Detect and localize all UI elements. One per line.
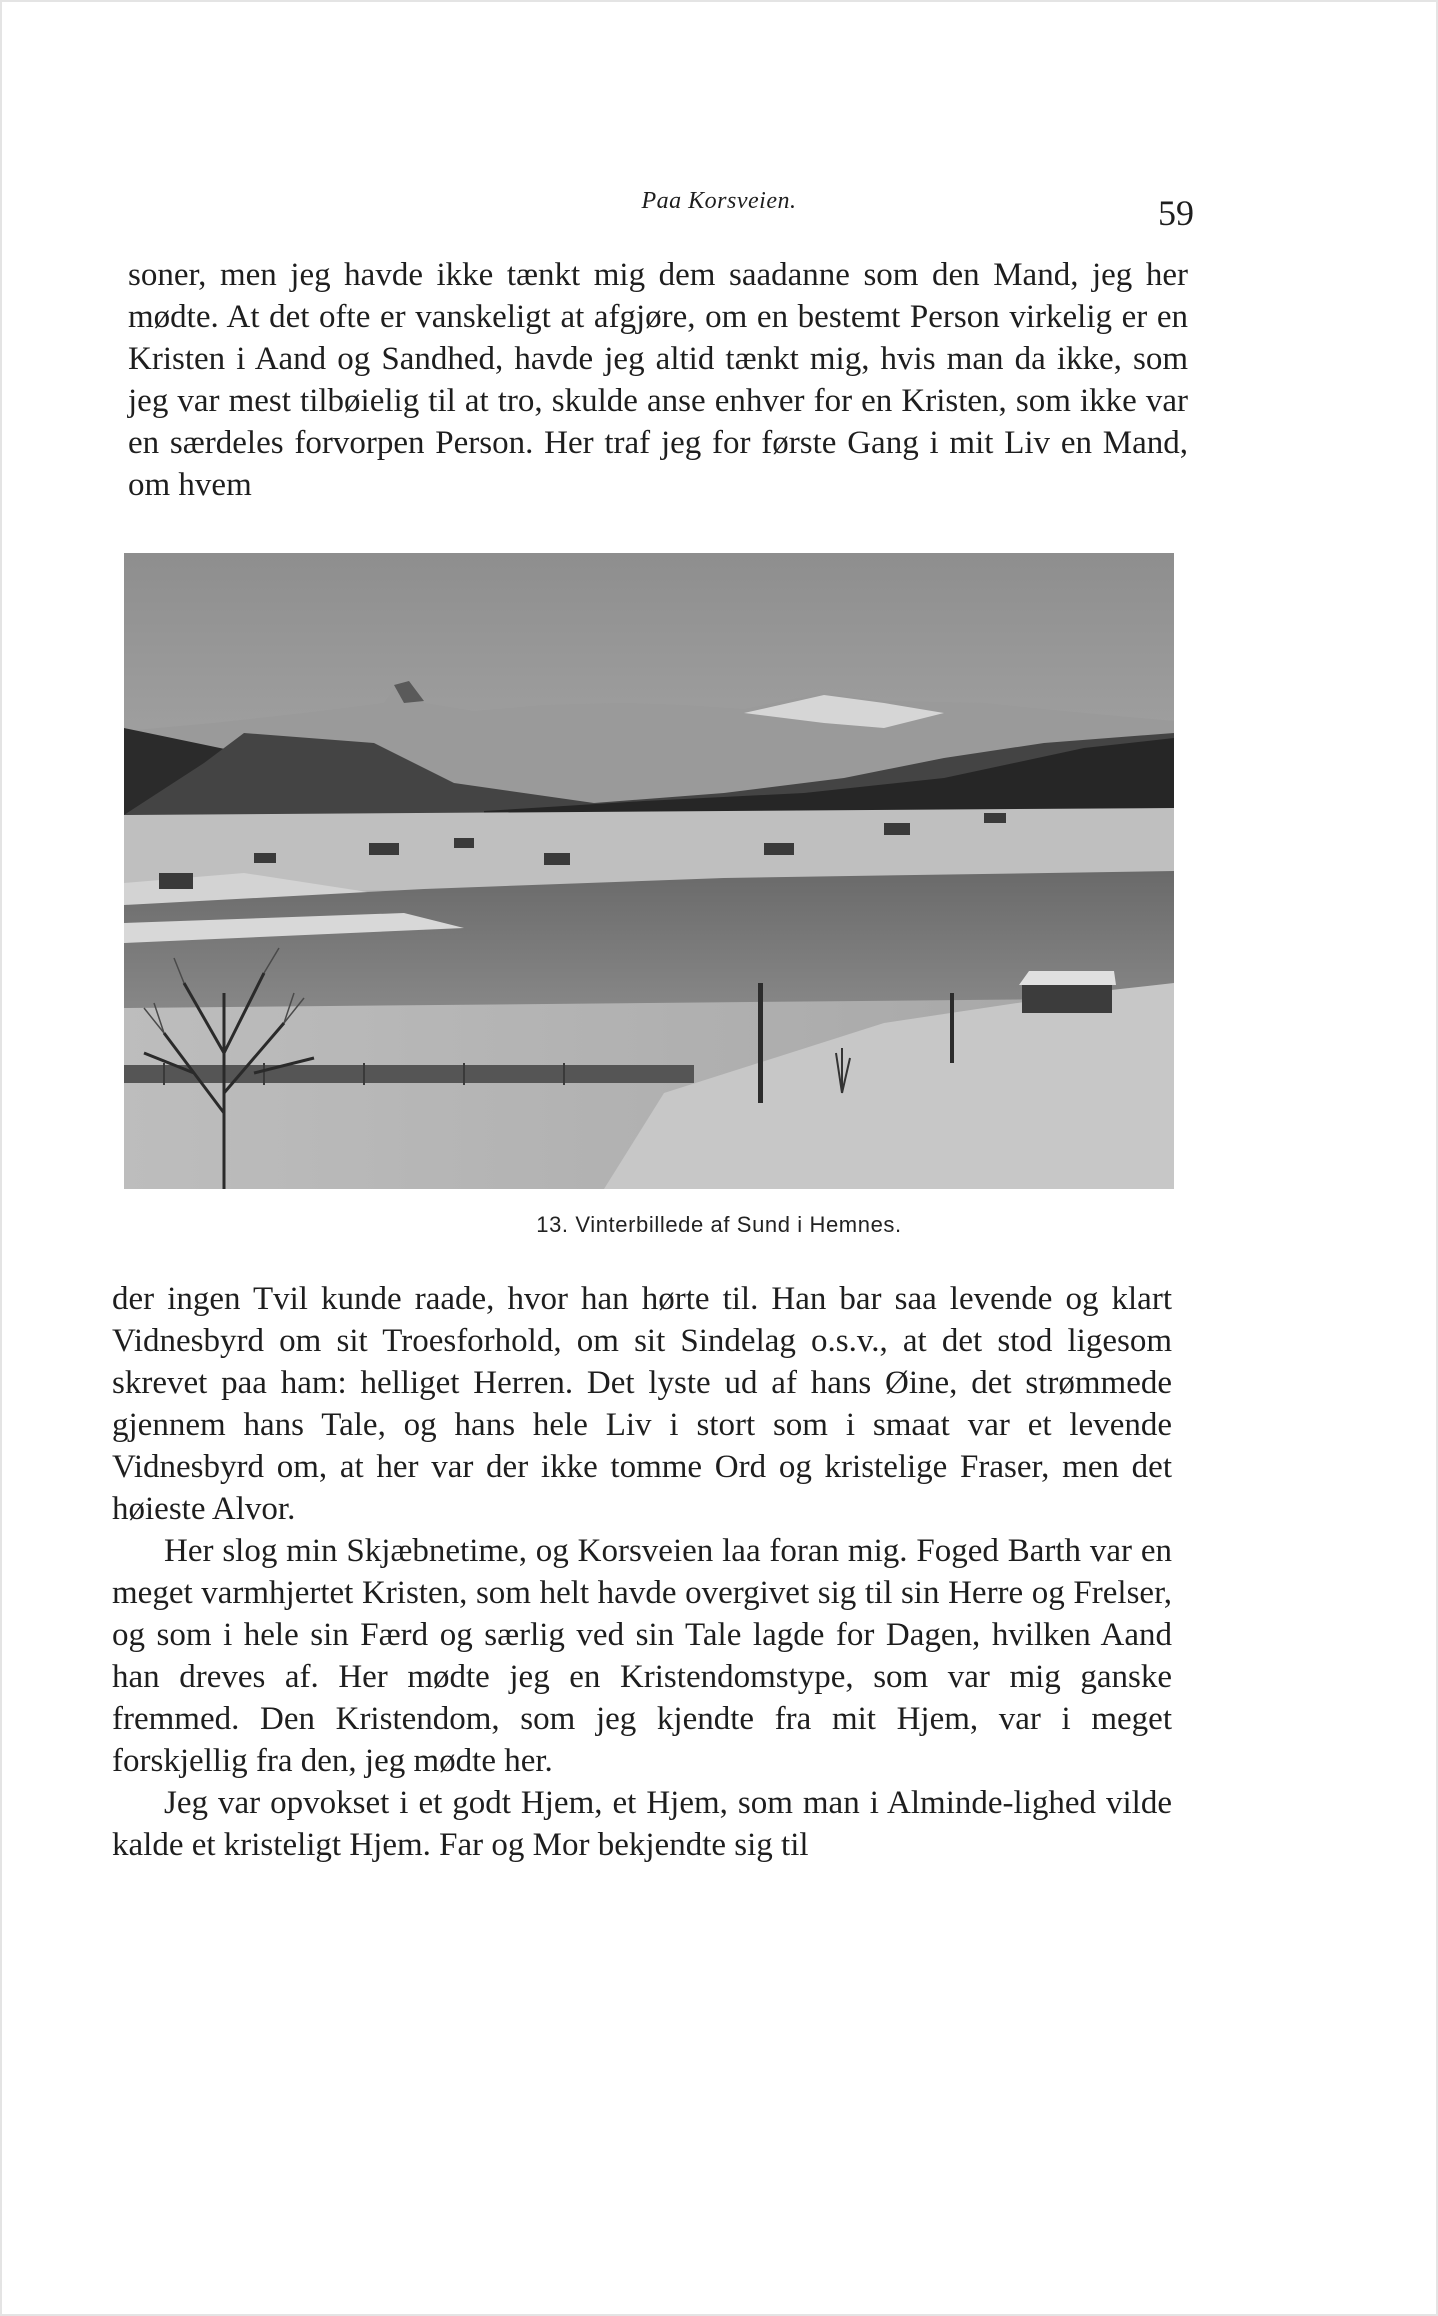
page-number: 59 [1158,193,1194,233]
text-block-bottom [112,1278,1172,1866]
paragraph: der ingen Tvil kunde raade, hvor han hørte til. Han bar saa levende og klart Vidnesbyrd om sit Troesforhold, om sit Sindelag o.s.v., at det stod ligesom skrevet paa ham: helliget Herren. Det lyste ud af hans Øine, det strømmede gjennem hans Tale, og hans hele Liv i stort som i smaat var et levende Vidnesbyrd om, at her var der ikke tomme Ord og kristelige Fraser, men det høieste Alvor. [112,1281,1172,1527]
paragraph: Her slog min Skjæbnetime, og Korsveien laa foran mig. Foged Barth var en meget varmhjertet Kristen, som helt havde overgivet sig til sin Herre og Frelser, og som i hele sin Færd og særlig ved sin Tale lagde for Dagen, hvilken Aand han dreves af. Her mødte jeg en Kristendomstype, som var mig ganske fremmed. Den Kristendom, som jeg kjendte fra mit Hjem, var i meget forskjellig fra den, jeg mødte her. [112,1533,1172,1779]
paragraph: soner, men jeg havde ikke tænkt mig dem saadanne som den Mand, jeg her mødte. At det ofte er vanskeligt at afgjøre, om en bestemt Person virkelig er en Kristen i Aand og Sandhed, havde jeg altid tænkt mig, hvis man da ikke, som jeg var mest tilbøielig til at tro, skulde anse enhver for en Kristen, som ikke var en særdeles forvorpen Person. Her traf jeg for første Gang i mit Liv en Mand, om hvem [128,257,1188,503]
paragraph: Jeg var opvokset i et godt Hjem, et Hjem, som man i Alminde-lighed vilde kalde et kristeligt Hjem. Far og Mor bekjendte sig til [112,1785,1172,1863]
text-block-top [128,254,1188,514]
running-title: Paa Korsveien. [641,188,797,214]
figure-caption: 13. Vinterbillede af Sund i Hemnes. [536,1212,902,1237]
winter-landscape-photo [124,553,1174,1189]
